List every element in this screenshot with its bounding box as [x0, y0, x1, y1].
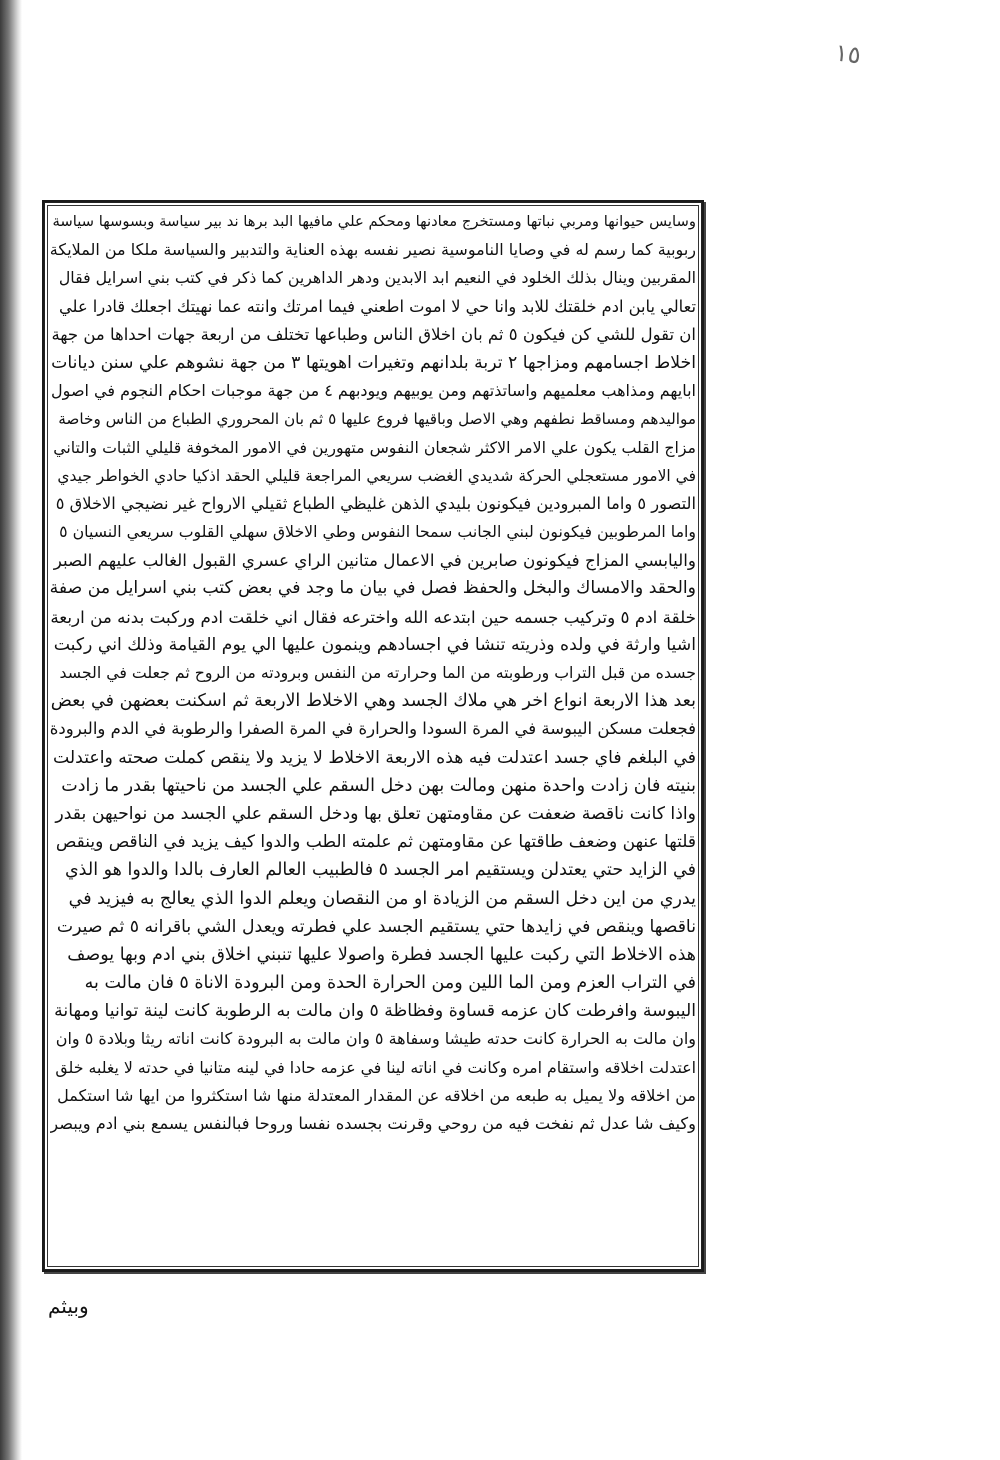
text-line: المقربين وينال بذلك الخلود في النعيم ابد الابدين ودهر الداهرين كما ذكر في كتب بني اسرايل فقال: [58, 268, 696, 288]
text-line: واما المرطوبين فيكونون لبني الجانب سمحا النفوس وطي الاخلاق سهلي القلوب سريعي النسيان ٥: [59, 522, 696, 542]
text-line: التصور ٥ واما المبرودين فيكونون بليدي الذهن غليظي الطباع ثقيلي الارواح غير نضيجي الاخلاق ٥: [55, 493, 696, 513]
text-line: ناقصها وينقص في زايدها حتي يستقيم الجسد علي فطرته ويعدل الشي باقرانه ٥ ثم صيرت: [56, 916, 696, 937]
text-line: قلتها عنهن وضعف طاقتها عن مقاومتهن ثم علمته الطب والدوا كيف يزيد في الناقص وينقص: [55, 832, 696, 853]
manuscript-text-block: [50, 208, 696, 1264]
text-line: مواليدهم ومساقط نطفهم وهي الاصل وباقيها فروع عليها ٥ ثم بان المحروري الطباع من الناس وخاصة: [58, 410, 696, 429]
text-line: بنيته فان زادت واحدة منهن ومالت بهن دخل السقم علي الجسد من ناحيتها بقدر ما زادت: [61, 775, 696, 796]
text-line: وكيف شا عدل ثم نفخت فيه من روحي وقرنت بجسده نفسا وروحا فبالنفس يسمع بني ادم ويبصر: [50, 1114, 696, 1133]
text-line: يدري من اين دخل السقم من الزيادة او من النقصان ويعلم الدوا الذي يعالج به فيزيد في: [68, 888, 696, 909]
text-line: ربوبية كما رسم له في وصايا الناموسية نصير نفسه بهذه العناية والتدبير والسياسة ملكا من الملايكة: [50, 240, 696, 260]
text-line: واذا كانت ناقصة ضعفت عن مقاومتهن تعلق بها ودخل السقم علي الجسد من نواحيهن بقدر: [55, 803, 696, 824]
text-line: تعالي يابن ادم خلقتك للابد وانا حي لا اموت اطعني فيما امرتك وانته عما نهيتك اجعلك قادرا علي: [59, 296, 696, 316]
scan-edge-shadow: [0, 0, 22, 1460]
text-line: في البلغم فاي جسد اعتدلت فيه هذه الاربعة الاخلاط لا يزيد ولا ينقص كملت صحته واعتدلت: [52, 747, 696, 768]
catchword: وبيثم: [48, 1294, 89, 1318]
folio-number: ١٥: [833, 38, 863, 70]
text-line: ان تقول للشي كن فيكون ٥ ثم بان اخلاق الناس وطباعها تختلف من اربعة جهات احداها من جهة: [51, 324, 696, 344]
text-line: وان مالت به الحرارة كانت حدته طيشا وسفاهة ٥ وان مالت به البرودة كانت اناته ريثا وبلادة ٥ وان: [55, 1029, 696, 1049]
text-line: والحقد والامساك والبخل والحفظ فصل في بيان ما وجد في بعض كتب بني اسرايل من صفة: [50, 578, 696, 599]
text-line: في الزايد حتي يعتدلن ويستقيم امر الجسد ٥ فالطبيب العالم العارف بالدا والدوا هو الذي: [64, 860, 696, 881]
text-line: من اخلاقه ولا يميل به طبعه من اخلاقه عن المقدار المعتدلة منها شا استكثروا من ايها شا استكمل: [57, 1085, 696, 1105]
text-line: جسده من قبل التراب ورطوبته من الما وحرارته من النفس وبرودته من الروح ثم جعلت في الجسد: [59, 663, 696, 682]
text-line: هذه الاخلاط التي ركبت عليها الجسد فطرة واصولا عليها تنبني اخلاق بني ادم وبها يوصف: [67, 944, 696, 965]
text-line: اعتدلت اخلاقه واستقام امره وكانت في اناته لينا في عزمه حادا في لينه متانيا في حدته لا يغلبه خلق: [55, 1057, 696, 1077]
text-line: ابايهم ومذاهب معلميهم واساتذتهم ومن يوبيهم ويودبهم ٤ من جهة موجبات احكام النجوم في اصول: [51, 381, 696, 401]
text-line: اشيا وارثة في ولده وذريته تنشا في اجسادهم وينمون عليها الي يوم القيامة وذلك اني ركبت: [53, 634, 696, 655]
text-line: مزاج القلب يكون علي الامر الاكثر شجعان النفوس متهورين في الامور المخوفة قليلي الثبات والتاني: [53, 437, 696, 457]
text-line: واليابسي المزاج فيكونون صابرين في الاعمال متانين الراي عسري القبول الغالب عليهم الصبر: [53, 550, 696, 571]
text-line: وسايس حيوانها ومربي نباتها ومستخرج معادنها ومحكم علي مافيها البد برها ند بير سياسة وبسوسها سياسة: [52, 213, 696, 230]
text-line: خلقة ادم ٥ وتركيب جسمه حين ابتدعه الله واخترعه فقال اني خلقت ادم وركبت بدنه من اربعة: [50, 606, 696, 627]
text-line: اخلاط اجسامهم ومزاجها ٢ تربة بلدانهم وتغيرات اهويتها ٣ من جهة نشوهم علي سنن ديانات: [51, 352, 696, 373]
text-line: فجعلت مسكن اليبوسة في المرة السودا والحرارة في المرة الصفرا والرطوبة في الدم والبرودة: [50, 719, 696, 739]
text-line: في التراب العزم ومن الما اللين ومن الحرارة الحدة ومن البرودة الاناة ٥ فان مالت به: [84, 973, 696, 994]
text-line: بعد هذا الاربعة انواع اخر هي ملاك الجسد وهي الاخلاط الاربعة ثم اسكنت بعضهن في بعض: [50, 691, 696, 712]
text-line: في الامور مستعجلي الحركة شديدي الغضب سريعي المراجعة قليلي الحقد اذكيا حادي الخواطر جيدي: [57, 466, 696, 485]
text-frame: [42, 200, 704, 1272]
text-line: اليبوسة وافرطت كان عزمه قساوة وفظاظة ٥ وان مالت به الرطوبة كانت لينة توانيا ومهانة: [54, 1001, 696, 1022]
